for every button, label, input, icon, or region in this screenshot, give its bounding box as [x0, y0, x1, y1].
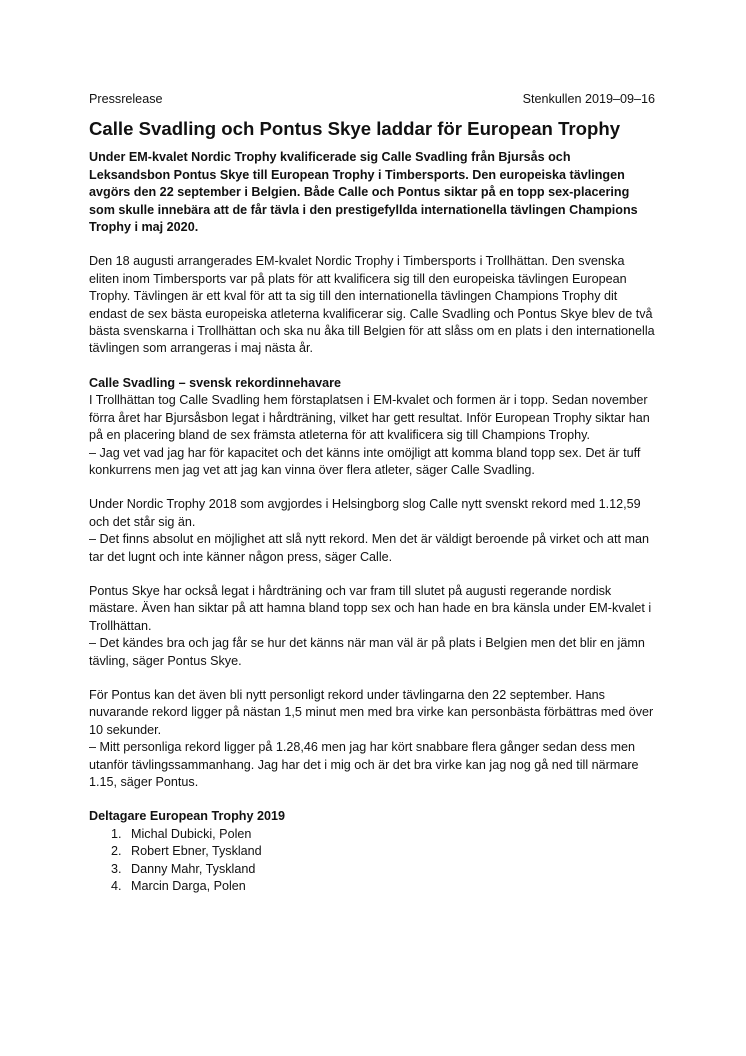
participants-section [89, 808, 655, 895]
quote-paragraph: – Det finns absolut en möjlighet att slå nytt rekord. Men det är väldigt beroende på virket och att man tar det lugnt och inte känner någon press, säger Calle. [89, 532, 650, 564]
quote-paragraph: – Mitt personliga rekord ligger på 1.28,46 men jag har kört snabbare flera gånger sedan dess men utanför tävlingssammanhang. Jag har det i mig och är det bra virke kan jag nog gå ned till närmare 1.15, säger Pontus. [89, 740, 639, 789]
body-paragraph: Pontus Skye har också legat i hårdträning och var fram till slutet på augusti regerande nordisk mästare. Även han siktar på att hamna bland topp sex och han hade en bra känsla under EM-kvalet i Trollhättan. [89, 583, 652, 633]
list-item: 1. Michal Dubicki, Polen [125, 826, 655, 843]
quote-paragraph: – Det kändes bra och jag får se hur det känns när man väl är på plats i Belgien men det blir en jämn tävling, säger Pontus Skye. [89, 636, 645, 668]
lead-paragraph: Under EM-kvalet Nordic Trophy kvalificerade sig Calle Svadling från Bjursås och Leksandsbon Pontus Skye till European Trophy i Timbersports. Den europeiska tävlingen avgörs den 22 september i Belgien. Både Calle och Pontus siktar på en topp sex-placering som skulle innebära att de får tävla i den prestigefyllda internationella tävlingen Champions Trophy i maj 2020. [89, 150, 638, 235]
section-heading: Calle Svadling – svensk rekordinnehavare [89, 375, 341, 390]
quote-paragraph: – Jag vet vad jag har för kapacitet och det känns inte omöjligt att komma bland topp sex. Det är tuff konkurrens men jag vet att jag kan vinna över flera atleter, säger Calle Svadling. [89, 445, 641, 477]
body-paragraph: För Pontus kan det även bli nytt personligt rekord under tävlingarna den 22 september. Hans nuvarande rekord ligger på nästan 1,5 minut men med bra virke kan personbästa förbättras med över 10 sekunder. [89, 687, 654, 737]
page-title: Calle Svadling och Pontus Skye laddar för European Trophy [89, 118, 621, 140]
list-item: 4. Marcin Darga, Polen [125, 878, 655, 895]
body-paragraph: Under Nordic Trophy 2018 som avgjordes i Helsingborg slog Calle nytt svenskt rekord med 1.12,59 och det står sig än. [89, 497, 641, 529]
intro-paragraph: Den 18 augusti arrangerades EM-kvalet Nordic Trophy i Timbersports i Trollhättan. Den svenska eliten inom Timbersports var på plats för att kvalificera sig till den europeiska tävlingen European Trophy. Tävlingen är ett kval för att ta sig till den internationella tävlingen Champions Trophy dit endast de sex bästa europeiska atleterna kvalificerar sig. Calle Svadling och Pontus Skye blev de två bästa svenskarna i Trollhättan och ska nu åka till Belgien för att slåss om en plats i den internationella tävlingen som arrangeras i maj nästa år. [89, 254, 655, 356]
document-type-label: Pressrelease [89, 92, 163, 106]
list-item: 2. Robert Ebner, Tyskland [125, 843, 655, 860]
list-item: 3. Danny Mahr, Tyskland [125, 861, 655, 878]
place-date: Stenkullen 2019–09–16 [522, 92, 655, 106]
participants-heading: Deltagare European Trophy 2019 [89, 809, 285, 824]
section-calle [89, 375, 655, 792]
body-paragraph: I Trollhättan tog Calle Svadling hem förstaplatsen i EM-kvalet och formen är i topp. Sedan november förra året har Bjursåsbon legat i hårdträning, vilket har gett resultat. Inför European Trophy siktar han på en placering bland de sex främsta atleterna för att kvalificera sig till Champions Trophy. [89, 393, 650, 443]
document-page [89, 91, 655, 895]
document-header [89, 91, 655, 108]
participants-list [89, 826, 655, 896]
